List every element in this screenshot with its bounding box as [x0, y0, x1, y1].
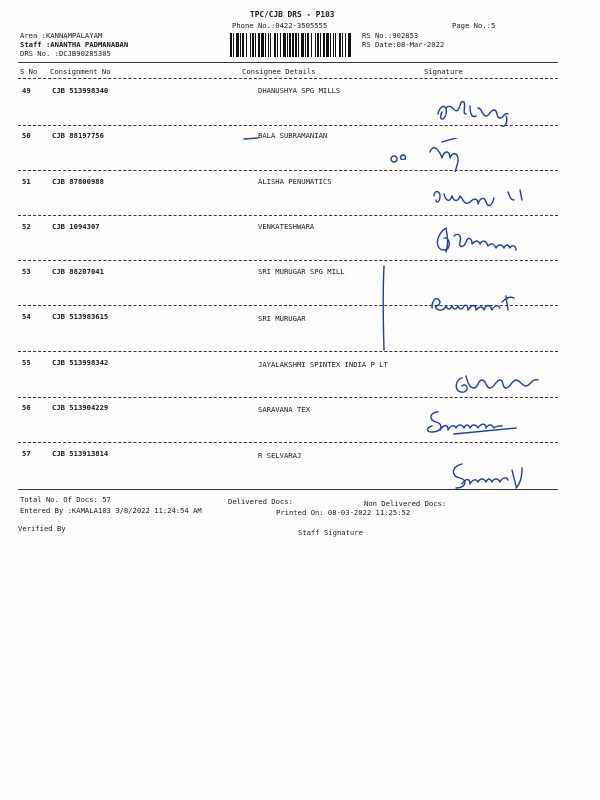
barcode-bar: [351, 33, 352, 57]
signature-53-54: [428, 290, 524, 318]
row-consignee: DHANUSHYA SPG MILLS: [258, 86, 341, 95]
row-consignment: CJB 513983615: [52, 312, 109, 321]
header-divider-top: [18, 62, 558, 63]
ink-dot: [398, 150, 408, 160]
staff-signature-label: Staff Signature: [298, 528, 363, 537]
row-sno: 54: [22, 312, 31, 321]
rs-date: RS Date:08-Mar-2022: [362, 40, 445, 49]
ink-dash: [242, 136, 260, 142]
row-consignee: R SELVARAJ: [258, 451, 302, 460]
row-consignee: JAYALAKSHMI SPINTEX INDIA P LT: [258, 360, 388, 369]
total-docs: Total No. Of Docs: 57: [20, 495, 111, 504]
phone-number: Phone No.:0422-3505555: [232, 21, 328, 30]
row-divider: [18, 351, 558, 352]
entered-by: Entered By :KAMALA103 3/8/2022 11:24:54 AM: [20, 506, 202, 515]
row-consignment: CJB 87800988: [52, 177, 104, 186]
verified-by: Verified By: [18, 524, 66, 533]
signature-57: [446, 460, 536, 494]
row-consignment: CJB 513913814: [52, 449, 109, 458]
column-signature: Signature: [424, 67, 463, 76]
row-consignee: SRI MURUGAR SPG MILL: [258, 267, 345, 276]
row-consignment: CJB 1094307: [52, 222, 100, 231]
staff-label: Staff :ANANTHA PADMANABAN: [20, 40, 129, 49]
area-label: Area :KANNAMPALAYAM: [20, 31, 103, 40]
row-consignee: VENKATESHWARA: [258, 222, 315, 231]
header-divider-bottom: [18, 78, 558, 79]
row-sno: 53: [22, 267, 31, 276]
row-consignee: SRI MURUGAR: [258, 314, 306, 323]
row-sno: 56: [22, 403, 31, 412]
row-divider: [18, 442, 558, 443]
row-consignment: CJB 513998340: [52, 86, 109, 95]
row-consignment: CJB 513904229: [52, 403, 109, 412]
signature-51: [428, 182, 538, 214]
report-title: TPC/CJB DRS - P103: [250, 10, 335, 19]
row-consignment: CJB 88207041: [52, 267, 104, 276]
row-sno: 55: [22, 358, 31, 367]
row-divider: [18, 260, 558, 261]
row-sno: 57: [22, 449, 31, 458]
column-consignee: Consignee Details: [242, 67, 316, 76]
row-consignee: SARAVANA TEX: [258, 405, 310, 414]
row-sno: 50: [22, 131, 31, 140]
row-sno: 51: [22, 177, 31, 186]
row-sno: 49: [22, 86, 31, 95]
rs-number: RS No.:902853: [362, 31, 419, 40]
column-consignment: Consignment No: [50, 67, 111, 76]
signature-56: [424, 406, 524, 442]
signature-55: [452, 368, 552, 400]
row-consignment: CJB 88197756: [52, 131, 104, 140]
page-number: Page No.:5: [452, 21, 496, 30]
row-sno: 52: [22, 222, 31, 231]
non-delivered-docs: Non Delivered Docs:: [364, 499, 447, 508]
row-consignment: CJB 513998342: [52, 358, 109, 367]
signature-52: [432, 224, 542, 258]
printed-on: Printed On: 08-03-2022 11:25:52: [276, 508, 411, 517]
signature-49: [432, 98, 532, 132]
barcode: [230, 33, 354, 57]
delivered-docs: Delivered Docs:: [228, 497, 293, 506]
signature-stroke-53-54: [378, 262, 390, 354]
row-divider: [18, 215, 558, 216]
drs-number: DRS No. :DCJB90285305: [20, 49, 111, 58]
row-consignee: ALISHA PENUMATICS: [258, 177, 332, 186]
row-consignee: BALA SUBRAMANIAN: [258, 131, 328, 140]
column-sno: S No: [20, 67, 38, 76]
